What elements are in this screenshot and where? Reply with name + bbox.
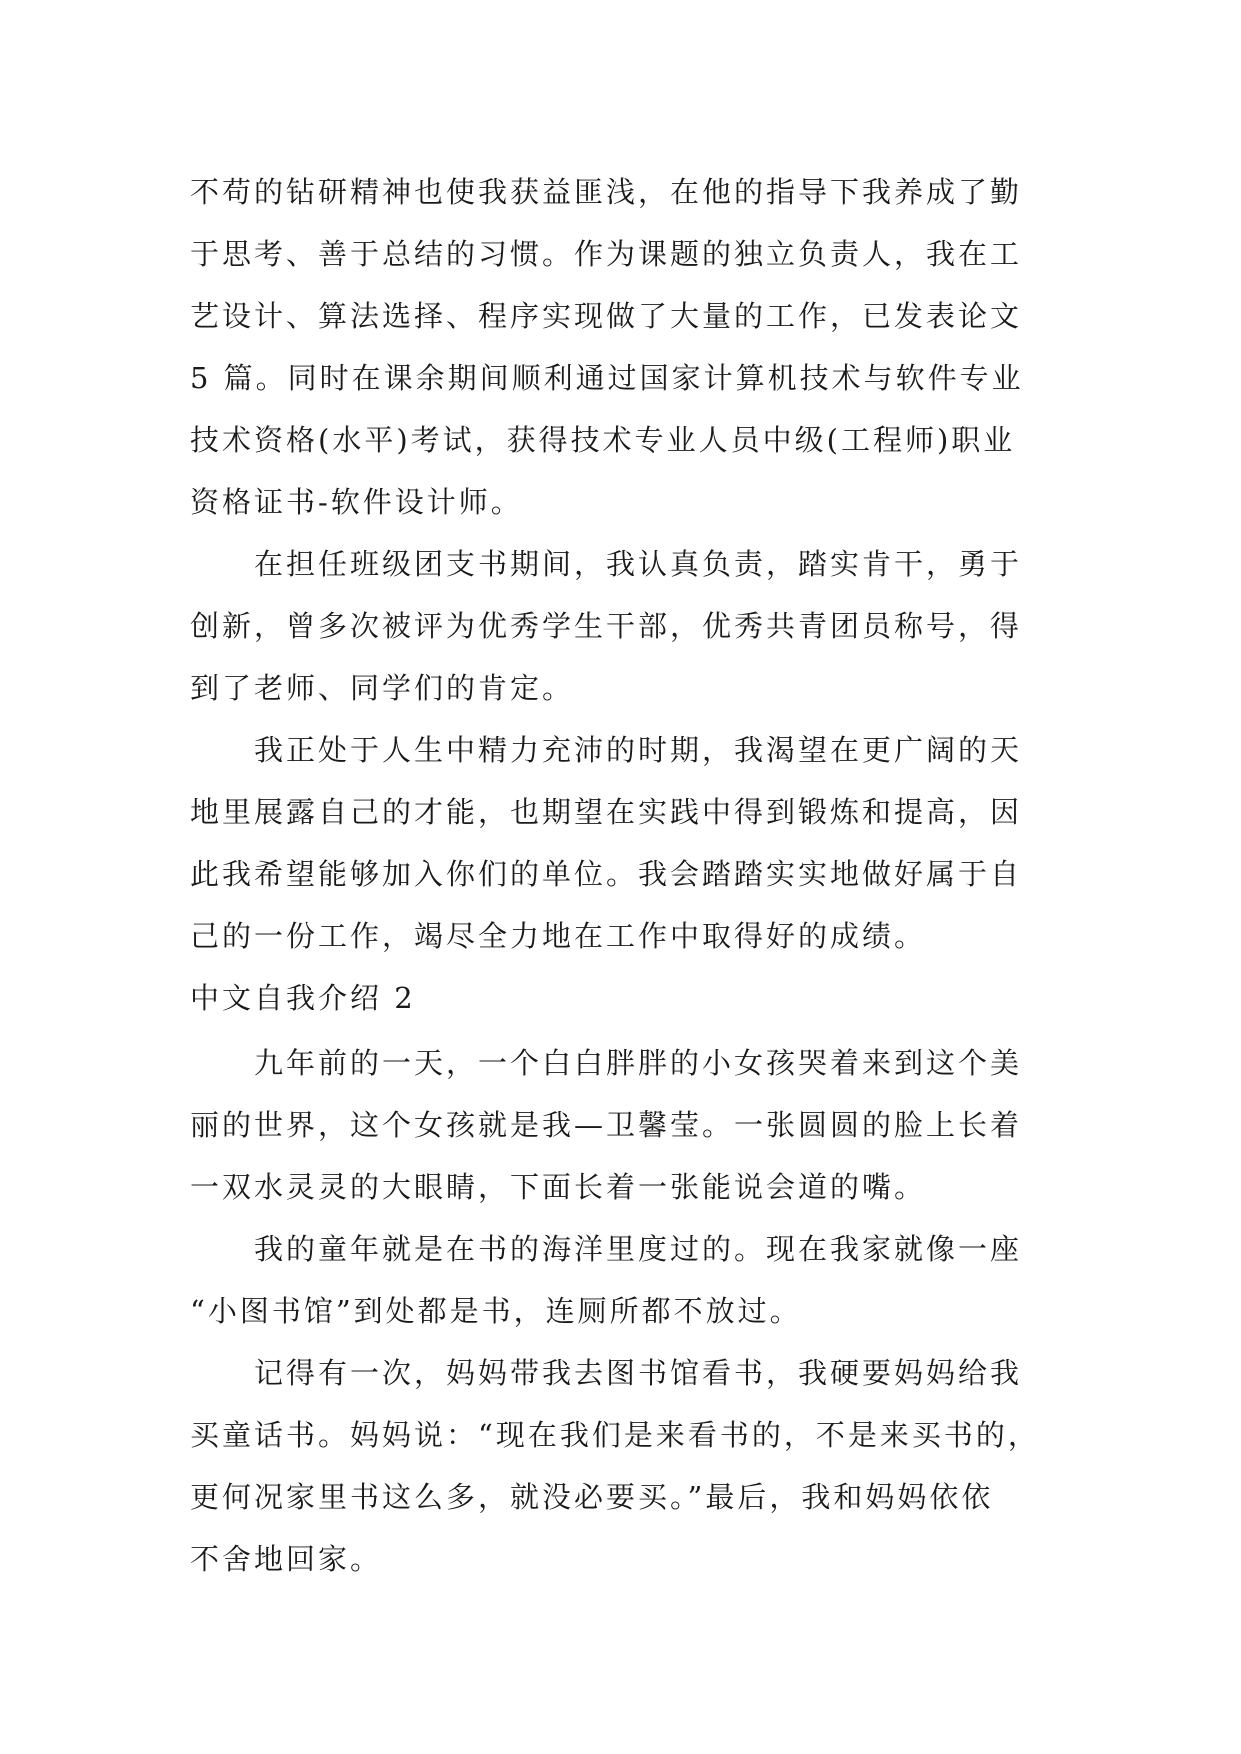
paragraph-line: “小图书馆”到处都是书，连厕所都不放过。 [190,1294,802,1328]
paragraph-line: 艺设计、算法选择、程序实现做了大量的工作，已发表论文 [190,299,1023,333]
paragraph-line: 一双水灵灵的大眼睛，下面长着一张能说会道的嘴。 [190,1170,927,1204]
paragraph-line: 于思考、善于总结的习惯。作为课题的独立负责人，我在工 [190,237,1023,271]
paragraph-first-line: 我的童年就是在书的海洋里度过的。现在我家就像一座 [254,1232,1023,1266]
paragraph-line: 更何况家里书这么多，就没必要买。”最后，我和妈妈依依 [190,1480,994,1514]
paragraph-first-line: 记得有一次，妈妈带我去图书馆看书，我硬要妈妈给我 [254,1356,1023,1390]
paragraph-line: 不苟的钻研精神也使我获益匪浅，在他的指导下我养成了勤 [190,175,1023,209]
section-1-text [190,161,1070,967]
paragraph-line: 创新，曾多次被评为优秀学生干部，优秀共青团员称号，得 [190,609,1023,643]
paragraph-line: 己的一份工作，竭尽全力地在工作中取得好的成绩。 [190,919,927,953]
paragraph-line: 不舍地回家。 [190,1542,383,1576]
paragraph-line: 此我希望能够加入你们的单位。我会踏踏实实地做好属于自 [190,857,1023,891]
paragraph-line: 5 篇。同时在课余期间顺利通过国家计算机技术与软件专业 [190,361,1024,395]
section-heading: 中文自我介绍 2 [190,981,416,1015]
paragraph-first-line: 在担任班级团支书期间，我认真负责，踏实肯干，勇于 [254,547,1023,581]
paragraph-line: 地里展露自己的才能，也期望在实践中得到锻炼和提高，因 [190,795,1023,829]
paragraph-first-line: 我正处于人生中精力充沛的时期，我渴望在更广阔的天 [254,733,1023,767]
paragraph-line: 丽的世界，这个女孩就是我—卫馨莹。一张圆圆的脸上长着 [190,1108,1023,1142]
paragraph-line: 技术资格(水平)考试，获得技术专业人员中级(工程师)职业 [190,423,1016,457]
section-2-text [190,1032,1070,1590]
paragraph-line: 到了老师、同学们的肯定。 [190,671,575,705]
paragraph-line: 资格证书-软件设计师。 [190,485,523,519]
paragraph-line: 买童话书。妈妈说：“现在我们是来看书的，不是来买书的， [190,1418,1040,1452]
paragraph-first-line: 九年前的一天，一个白白胖胖的小女孩哭着来到这个美 [254,1046,1023,1080]
